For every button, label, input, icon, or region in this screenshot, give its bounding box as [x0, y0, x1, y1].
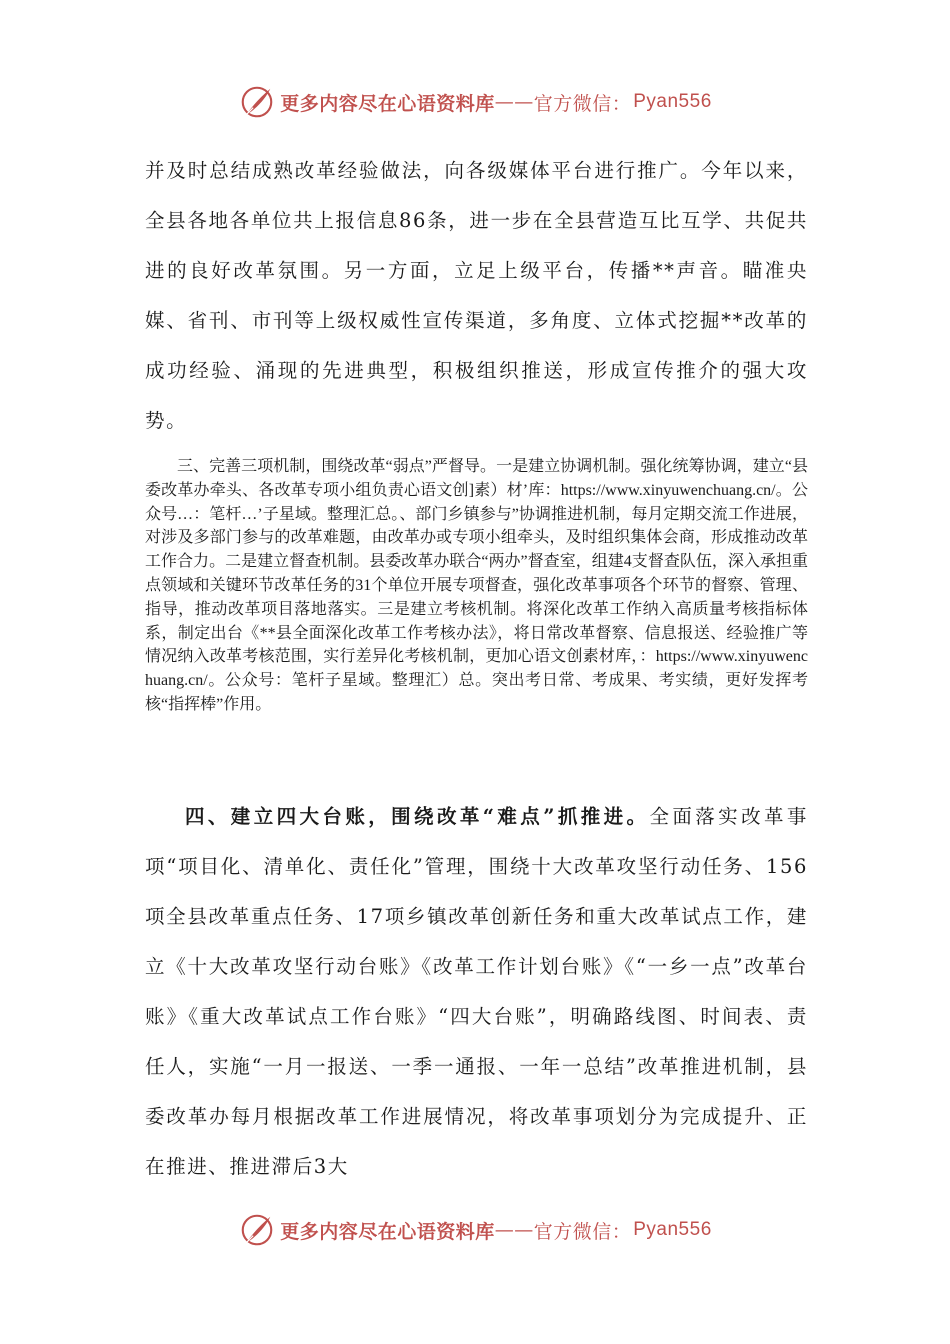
- banner-site-text: 更多内容尽在心语资料库: [280, 92, 495, 115]
- section-heading: 四、建立四大台账，围绕改革“难点”抓推进。: [185, 805, 650, 828]
- banner-dash: ——: [494, 1219, 534, 1241]
- quill-pen-logo-icon: [238, 1211, 276, 1249]
- quill-pen-logo-icon: [238, 83, 276, 121]
- section-body: 全面落实改革事项“项目化、清单化、责任化”管理，围绕十大改革攻坚行动任务、156项全县改革重点任务、17项乡镇改革创新任务和重大改革试点工作，建立《十大改革攻坚行动台账》《改革工作计划台账》《“一乡一点”改革台账》《重大改革试点工作台账》“四大台账”，明确路线图、时间表、责任人，实施“一月一报送、一季一通报、一年一总结”改革推进机制，县委改革办每月根据改革工作进展情况，将改革事项划分为完成提升、正在推进、推进滞后3大: [145, 805, 808, 1178]
- footer-banner: [0, 1210, 950, 1250]
- banner-dash: ——: [494, 91, 534, 113]
- banner-wechat-label: 官方微信：: [533, 1220, 632, 1243]
- banner-account: Pyan556: [633, 91, 712, 112]
- banner-site-text: 更多内容尽在心语资料库: [280, 1220, 495, 1243]
- banner-account: Pyan556: [633, 1219, 712, 1240]
- header-banner: [0, 82, 950, 122]
- banner-wechat-label: 官方微信：: [533, 92, 632, 115]
- paragraph-three-mechanisms: 三、完善三项机制，围绕改革“弱点”严督导。一是建立协调机制。强化统筹协调，建立“县委改革办牵头、各改革专项小组负责心语文创]素）材’库：https://www.xinyuwenchuang.cn/。公众号…：笔杆…’子星域。整理汇总。、部门乡镇参与”协调推进机制，每月定期交流工作进展，对涉及多部门参与的改革难题，由改革办或专项小组牵头，及时组织集体会商，形成推动改革工作合力。二是建立督查机制。县委改革办联合“两办”督查室，组建4支督查队伍，深入承担重点领域和关键环节改革任务的31个单位开展专项督查，强化改革事项各个环节的督察、管理、指导，推动改革项目落地落实。三是建立考核机制。将深化改革工作纳入高质量考核指标体系，制定出台《**县全面深化改革工作考核办法》，将日常改革督察、信息报送、经验推广等情况纳入改革考核范围，实行差异化考核机制，更加心语文创素材库，：https://www.xinyuwenchuang.cn/。公众号：笔杆子星域。整理汇）总。突出考日常、考成果、考实绩，更好发挥考核“指挥棒”作用。: [145, 458, 808, 713]
- paragraph-publicity: 并及时总结成熟改革经验做法，向各级媒体平台进行推广。今年以来，全县各地各单位共上报信息86条，进一步在全县营造互比互学、共促共进的良好改革氛围。另一方面，立足上级平台，传播**声音。瞄准央媒、省刊、市刊等上级权威性宣传渠道，多角度、立体式挖掘**改革的成功经验、涌现的先进典型，积极组织推送，形成宣传推介的强大攻势。: [145, 159, 808, 432]
- paragraph-four-ledgers: [145, 792, 808, 1192]
